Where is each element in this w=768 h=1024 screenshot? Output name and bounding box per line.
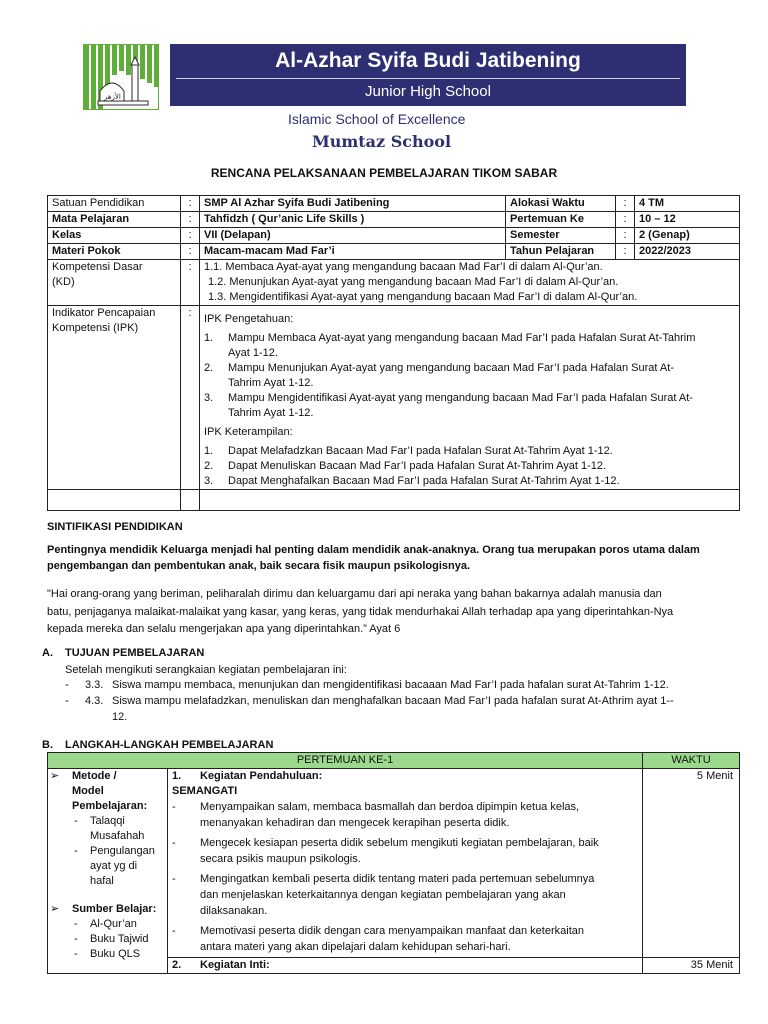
tujuan-number: 3.3.: [85, 679, 104, 691]
ipk-label-line: Indikator Pencapaian: [52, 307, 156, 319]
school-level: Junior High School: [365, 83, 491, 100]
table-row: [48, 212, 740, 228]
list-text-line: Tahrim Ayat 1-12.: [228, 377, 314, 389]
kd-label-line: Kompetensi Dasar: [52, 261, 143, 273]
metode-title-line: Pembelajaran:: [72, 800, 148, 812]
document-title: RENCANA PELAKSANAAN PEMBELAJARAN TIKOM SABAR: [210, 166, 558, 180]
step-text-line: dilaksanakan.: [200, 905, 268, 917]
list-text-line: Tahrim Ayat 1-12.: [228, 407, 314, 419]
pertemuan-value: 10 – 12: [635, 212, 740, 228]
satuan-label: Satuan Pendidikan: [48, 196, 181, 212]
colon: :: [616, 244, 635, 260]
step-text-line: menanyakan kehadiran dan mengecek kerapihan peserta didik.: [200, 817, 510, 829]
langkah-title: LANGKAH-LANGKAH PEMBELAJARAN: [65, 739, 274, 751]
list-text: Dapat Menghafalkan Bacaan Mad Far’I pada Hafalan Surat At-Tahrim Ayat 1-12.: [228, 475, 620, 487]
materi-value: Macam-macam Mad Far’i: [200, 244, 506, 260]
program-name: Mumtaz School: [312, 132, 452, 151]
satuan-value: SMP Al Azhar Syifa Budi Jatibening: [200, 196, 506, 212]
step-text: [200, 923, 584, 955]
tujuan-text: Siswa mampu membaca, menunjukan dan mengidentifikasi bacaaan Mad Far’I pada hafalan surat At-Tahrim 1-12.: [112, 679, 669, 691]
metode-cell: [48, 769, 168, 974]
tujuan-number: 4.3.: [85, 695, 104, 707]
table-row: [48, 306, 740, 490]
semester-value: 2 (Genap): [635, 228, 740, 244]
mosque-logo-icon: [84, 45, 158, 109]
step-text: [200, 799, 579, 831]
quote-line: "Hai orang-orang yang beriman, peliharalah dirimu dan keluargamu dari api neraka yang bahan bakarnya adalah manusia dan: [47, 588, 662, 600]
kegiatan-time: 35 Menit: [643, 958, 740, 974]
list-number: 2.: [204, 362, 214, 374]
empty-cell: [200, 490, 740, 511]
table-row: [48, 260, 740, 306]
column-header: WAKTU: [643, 753, 740, 769]
alokasi-label: Alokasi Waktu: [506, 196, 616, 212]
sintifikasi-text-line: Pentingnya mendidik Keluarga menjadi hal penting dalam mendidik anak-anaknya. Orang tua merupakan poros utama dalam: [47, 544, 700, 556]
metode-item-line: Musafahah: [90, 830, 145, 842]
info-table: [47, 195, 740, 511]
table-row-empty: [48, 490, 740, 511]
list-text: [228, 361, 674, 391]
kd-label-line: (KD): [52, 276, 75, 288]
ipk-label: [48, 306, 181, 490]
empty-cell: [48, 490, 181, 511]
sumber-item: Al-Qur’an: [90, 918, 137, 930]
list-text-line: Mampu Menunjukan Ayat-ayat yang mengandung bacaan Mad Far’I pada Hafalan Surat At-: [228, 362, 674, 374]
list-item: [204, 331, 735, 361]
metode-item-line: Talaqqi: [90, 815, 125, 827]
kelas-value: VII (Delapan): [200, 228, 506, 244]
kegiatan-title: Kegiatan Inti:: [200, 959, 270, 971]
table-row: [48, 196, 740, 212]
kd-label: [48, 260, 181, 306]
colon: :: [181, 260, 200, 306]
step-text-line: Mengecek kesiapan peserta didik sebelum mengikuti kegiatan pembelajaran, baik: [200, 837, 599, 849]
kegiatan-pendahuluan-cell: [168, 769, 643, 958]
dash: -: [172, 925, 176, 937]
step-text-line: Mengingatkan kembali peserta didik tentang materi pada pertemuan sebelumnya: [200, 873, 595, 885]
arrow-bullet-icon: ➢: [50, 770, 60, 782]
list-text-line: Mampu Membaca Ayat-ayat yang mengandung bacaan Mad Far’I pada Hafalan Surat At-Tahrim: [228, 332, 696, 344]
sumber-item: Buku Tajwid: [90, 933, 149, 945]
colon: :: [181, 228, 200, 244]
colon: :: [181, 196, 200, 212]
semangati-label: SEMANGATI: [172, 785, 238, 797]
metode-title-line: Metode /: [72, 770, 117, 782]
mapel-value: Tahfidzh ( Qur’anic Life Skills ): [200, 212, 506, 228]
step-item: [172, 799, 638, 831]
sumber-item: Buku QLS: [90, 948, 141, 960]
kd-item: 1.2. Menunjukan Ayat-ayat yang mengandung bacaan Mad Far’I di dalam Al-Qur’an.: [208, 276, 619, 288]
metode-item-line: hafal: [90, 875, 114, 887]
list-number: 1.: [204, 445, 214, 457]
ipk-pengetahuan-title: IPK Pengetahuan:: [204, 313, 294, 325]
list-item: [50, 844, 163, 889]
metode-item-line: ayat yg di: [90, 860, 138, 872]
metode-title: [72, 769, 147, 814]
step-text-line: Menyampaikan salam, membaca basmallah dan berdoa dipimpin ketua kelas,: [200, 801, 580, 813]
dash: -: [172, 873, 176, 885]
mapel-label: Mata Pelajaran: [48, 212, 181, 228]
tujuan-text-cont: 12.: [112, 711, 128, 723]
materi-label: Materi Pokok: [48, 244, 181, 260]
step-text-line: dan menjelaskan keterkaitannya dengan kegiatan pembelajaran yang akan: [200, 889, 566, 901]
school-logo: [83, 44, 159, 110]
tujuan-title: TUJUAN PEMBELAJARAN: [65, 647, 205, 659]
step-text-line: secara psikis maupun psikologis.: [200, 853, 361, 865]
section-marker: A.: [42, 647, 53, 659]
list-item: [50, 917, 163, 932]
sumber-block: [50, 902, 163, 917]
kegiatan-time: 5 Menit: [643, 769, 740, 958]
quote-line: batu, penjaganya malaikat-malaikat yang kasar, yang keras, yang tidak mendurhakai Allah terhadap apa yang diperintahkan-Nya: [47, 606, 674, 618]
step-item: [172, 835, 638, 867]
step-text: [200, 835, 599, 867]
tujuan-intro: Setelah mengikuti serangkaian kegiatan pembelajaran ini:: [65, 664, 347, 676]
svg-text:ﺍﻷﺯﻫﺮ: ﺍﻷﺯﻫﺮ: [104, 93, 121, 101]
dash: -: [74, 845, 78, 857]
metode-block: [50, 769, 163, 814]
sumber-title: Sumber Belajar:: [72, 903, 157, 915]
metode-item-line: Pengulangan: [90, 845, 155, 857]
dash: -: [65, 679, 69, 691]
list-item: [50, 932, 163, 947]
list-number: 3.: [204, 475, 214, 487]
list-item: [50, 814, 163, 844]
list-item: [204, 361, 735, 391]
list-text-line: Mampu Mengidentifikasi Ayat-ayat yang mengandung bacaan Mad Far’I pada Hafalan Surat At-: [228, 392, 693, 404]
section-marker: B.: [42, 739, 53, 751]
dash: -: [172, 837, 176, 849]
tujuan-text: Siswa mampu melafadzkan, menuliskan dan menghafalkan bacaan Mad Far’I pada hafalan surat At-Athrim ayat 1--: [112, 695, 674, 707]
list-text: [228, 391, 693, 421]
ipk-list: [200, 306, 740, 490]
pertemuan-label: Pertemuan Ke: [506, 212, 616, 228]
dash: -: [65, 695, 69, 707]
school-tagline: Islamic School of Excellence: [288, 111, 466, 127]
metode-item: [90, 844, 155, 889]
table-row: [48, 244, 740, 260]
list-item: [50, 947, 163, 962]
sintifikasi-title: SINTIFIKASI PENDIDIKAN: [47, 521, 183, 533]
list-text: Dapat Menuliskan Bacaan Mad Far’I pada Hafalan Surat At-Tahrim Ayat 1-12.: [228, 460, 607, 472]
colon: :: [616, 212, 635, 228]
kegiatan-heading: [172, 958, 638, 973]
table-header-row: [48, 753, 740, 769]
arrow-bullet-icon: ➢: [50, 903, 60, 915]
kegiatan-inti-cell: [168, 958, 643, 974]
semester-label: Semester: [506, 228, 616, 244]
colon: :: [181, 212, 200, 228]
kegiatan-title: Kegiatan Pendahuluan:: [200, 770, 323, 782]
dash: -: [74, 948, 78, 960]
colon: :: [181, 306, 200, 490]
step-item: [172, 871, 638, 919]
step-item: [172, 923, 638, 955]
list-text-line: Ayat 1-12.: [228, 347, 278, 359]
list-number: 2.: [204, 460, 214, 472]
list-item: [204, 459, 735, 474]
ipk-keterampilan-title: IPK Keterampilan:: [204, 426, 293, 438]
metode-item: [90, 814, 144, 844]
kegiatan-number: 1.: [172, 770, 182, 782]
table-row: [48, 769, 740, 958]
dash: -: [74, 933, 78, 945]
metode-title-line: Model: [72, 785, 104, 797]
step-text-line: antara materi yang akan dipelajari dalam kehidupan sehari-hari.: [200, 941, 511, 953]
kegiatan-heading: [172, 769, 638, 784]
school-name: Al-Azhar Syifa Budi Jatibening: [275, 49, 581, 72]
list-text: Dapat Melafadzkan Bacaan Mad Far’I pada Hafalan Surat At-Tahrim Ayat 1-12.: [228, 445, 613, 457]
ipk-label-line: Kompetensi (IPK): [52, 322, 139, 334]
dash: -: [172, 801, 176, 813]
step-text-line: Memotivasi peserta didik dengan cara menyampaikan manfaat dan keterkaitan: [200, 925, 584, 937]
list-number: 3.: [204, 392, 214, 404]
colon: :: [181, 244, 200, 260]
langkah-table: [47, 752, 740, 974]
banner-divider: [176, 78, 680, 79]
quote-line: kepada mereka dan selalu mengerjakan apa yang diperintahkan.” Ayat 6: [47, 623, 401, 635]
dash: -: [74, 815, 78, 827]
alokasi-value: 4 TM: [635, 196, 740, 212]
step-text: [200, 871, 594, 919]
kelas-label: Kelas: [48, 228, 181, 244]
list-number: 1.: [204, 332, 214, 344]
column-header: PERTEMUAN KE-1: [48, 753, 643, 769]
list-item: [204, 391, 735, 421]
kd-item: 1.3. Mengidentifikasi Ayat-ayat yang mengandung bacaan Mad Far’I di dalam Al-Qur’an.: [208, 291, 638, 303]
kd-item: 1.1. Membaca Ayat-ayat yang mengandung bacaan Mad Far’I di dalam Al-Qur’an.: [204, 261, 603, 273]
table-row: [48, 228, 740, 244]
list-text: [228, 331, 695, 361]
tahun-label: Tahun Pelajaran: [506, 244, 616, 260]
list-item: [204, 444, 735, 459]
colon: :: [616, 196, 635, 212]
dash: -: [74, 918, 78, 930]
kegiatan-number: 2.: [172, 959, 182, 971]
empty-cell: [181, 490, 200, 511]
kd-list: [200, 260, 740, 306]
colon: :: [616, 228, 635, 244]
tahun-value: 2022/2023: [635, 244, 740, 260]
list-item: [204, 474, 735, 489]
sintifikasi-text-line: pengembangan dan pembentukan anak, baik secara fisik maupun psikologisnya.: [47, 560, 471, 572]
